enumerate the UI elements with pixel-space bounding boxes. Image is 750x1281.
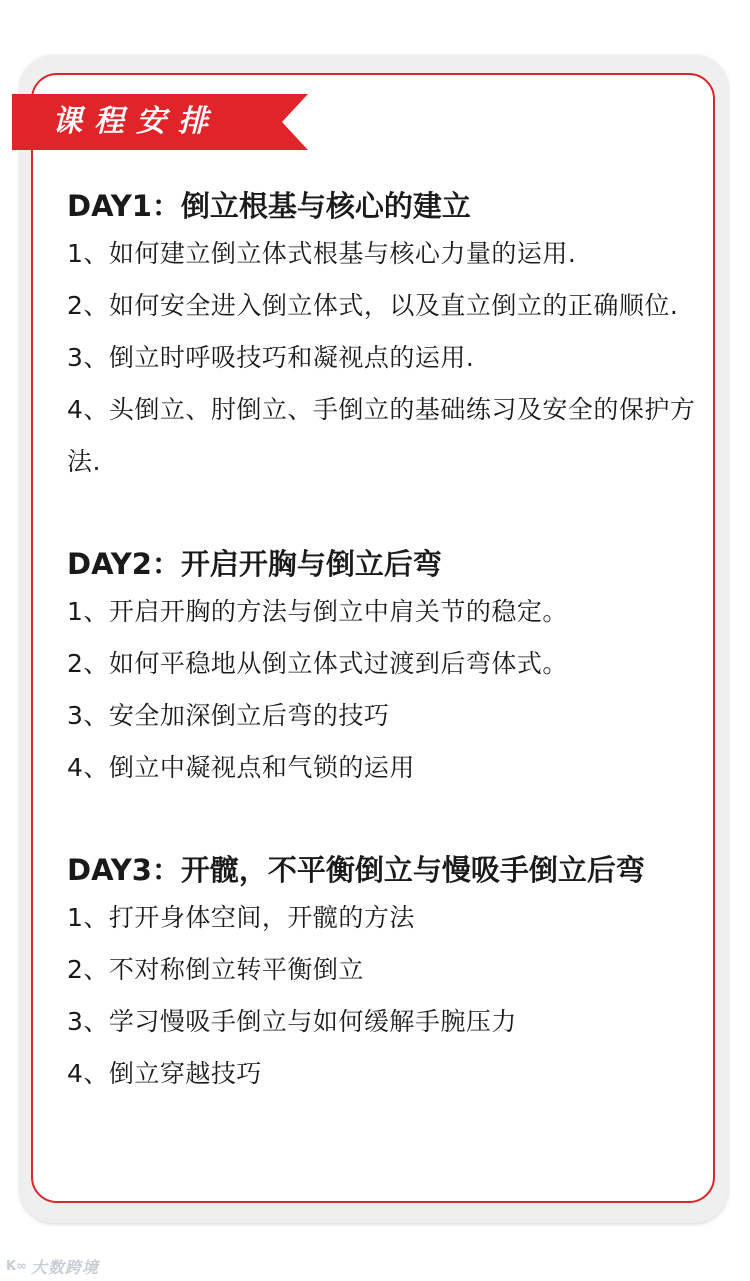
list-item: 1、如何建立倒立体式根基与核心力量的运用. [67,239,577,268]
watermark-text: 大数跨境 [30,1257,99,1277]
list-item: 4、倒立穿越技巧 [67,1059,262,1088]
list-item: 4、头倒立、肘倒立、手倒立的基础练习及安全的保护方法. [67,395,696,476]
day-section-3 [67,848,703,1100]
schedule-content [67,184,703,1154]
list-item: 3、安全加深倒立后弯的技巧 [67,701,390,730]
day-title: DAY3：开髋，不平衡倒立与慢吸手倒立后弯 [67,853,645,887]
list-item: 3、倒立时呼吸技巧和凝视点的运用. [67,343,475,372]
section-ribbon [12,94,308,150]
day-items [67,228,703,488]
list-item: 2、如何平稳地从倒立体式过渡到后弯体式。 [67,649,568,678]
day-items [67,892,703,1100]
list-item: 1、打开身体空间，开髋的方法 [67,903,415,932]
day-section-2 [67,542,703,794]
list-item: 4、倒立中凝视点和气锁的运用 [67,753,415,782]
list-item: 2、不对称倒立转平衡倒立 [67,955,364,984]
day-items [67,586,703,794]
ribbon-label: 课程安排 [52,104,220,139]
day-section-1 [67,184,703,488]
watermark-logo-icon: K∞ [6,1258,27,1274]
list-item: 1、开启开胸的方法与倒立中肩关节的稳定。 [67,597,568,626]
list-item: 2、如何安全进入倒立体式，以及直立倒立的正确顺位. [67,291,679,320]
day-title: DAY1：倒立根基与核心的建立 [67,189,471,223]
day-title: DAY2：开启开胸与倒立后弯 [67,547,442,581]
list-item: 3、学习慢吸手倒立与如何缓解手腕压力 [67,1007,517,1036]
watermark [6,1255,99,1277]
